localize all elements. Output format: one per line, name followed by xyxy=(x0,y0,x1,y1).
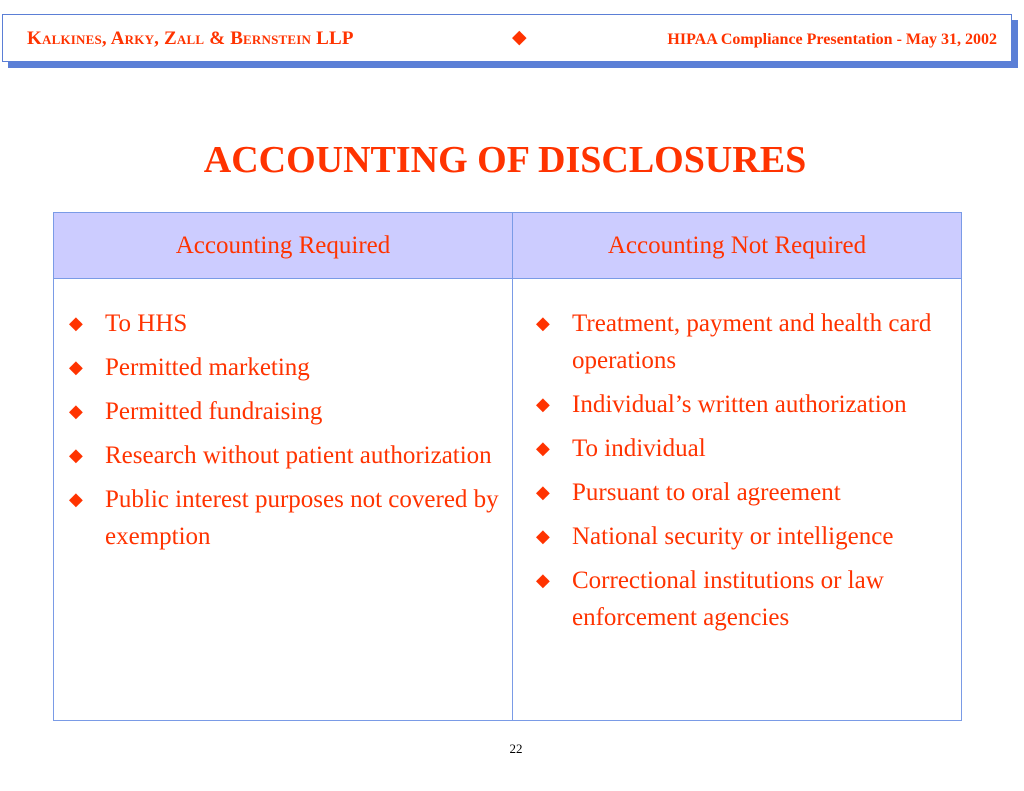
diamond-bullet-icon: ◆ xyxy=(536,482,550,503)
diamond-bullet-icon: ◆ xyxy=(536,313,550,334)
table-header-row xyxy=(54,213,961,279)
list-item-text: Individual’s written authorization xyxy=(572,391,907,418)
list-item xyxy=(536,305,956,379)
list-item-text: National security or intelligence xyxy=(572,523,894,550)
list-item xyxy=(536,430,956,467)
list-item-text: Pursuant to oral agreement xyxy=(572,479,841,506)
diamond-bullet-icon: ◆ xyxy=(69,357,83,378)
presentation-title: HIPAA Compliance Presentation - May 31, 2002 xyxy=(667,31,997,48)
list-item xyxy=(69,481,499,555)
list-item xyxy=(536,518,956,555)
slide-title: ACCOUNTING OF DISCLOSURES xyxy=(203,139,807,181)
list-item xyxy=(536,386,956,423)
list-item-text: Research without patient authorization xyxy=(105,442,492,469)
required-list xyxy=(69,305,499,562)
list-item-text: Treatment, payment and health card operations xyxy=(572,310,932,374)
disclosures-table xyxy=(53,212,962,721)
firm-name: Kalkines, Arky, Zall & Bernstein LLP xyxy=(27,28,354,49)
header-banner xyxy=(2,14,1012,62)
list-item-text: Correctional institutions or law enforcement agencies xyxy=(572,567,884,631)
list-item-text: Permitted marketing xyxy=(105,354,310,381)
page-number: 22 xyxy=(509,741,523,756)
column-header-required: Accounting Required xyxy=(175,232,391,259)
diamond-icon: ◆ xyxy=(512,26,527,48)
diamond-bullet-icon: ◆ xyxy=(69,401,83,422)
diamond-bullet-icon: ◆ xyxy=(69,445,83,466)
list-item-text: Public interest purposes not covered by exemption xyxy=(105,486,499,550)
diamond-bullet-icon: ◆ xyxy=(536,526,550,547)
list-item-text: To HHS xyxy=(105,310,188,337)
list-item xyxy=(536,474,956,511)
column-divider xyxy=(512,213,513,720)
list-item-text: To individual xyxy=(572,435,706,462)
list-item xyxy=(536,562,956,636)
column-header-not-required: Accounting Not Required xyxy=(607,232,867,259)
diamond-bullet-icon: ◆ xyxy=(69,313,83,334)
diamond-bullet-icon: ◆ xyxy=(536,438,550,459)
list-item xyxy=(69,437,499,474)
list-item xyxy=(69,349,499,386)
list-item-text: Permitted fundraising xyxy=(105,398,323,425)
list-item xyxy=(69,393,499,430)
diamond-bullet-icon: ◆ xyxy=(536,570,550,591)
diamond-bullet-icon: ◆ xyxy=(536,394,550,415)
not-required-list xyxy=(536,305,956,643)
diamond-bullet-icon: ◆ xyxy=(69,489,83,510)
list-item xyxy=(69,305,499,342)
